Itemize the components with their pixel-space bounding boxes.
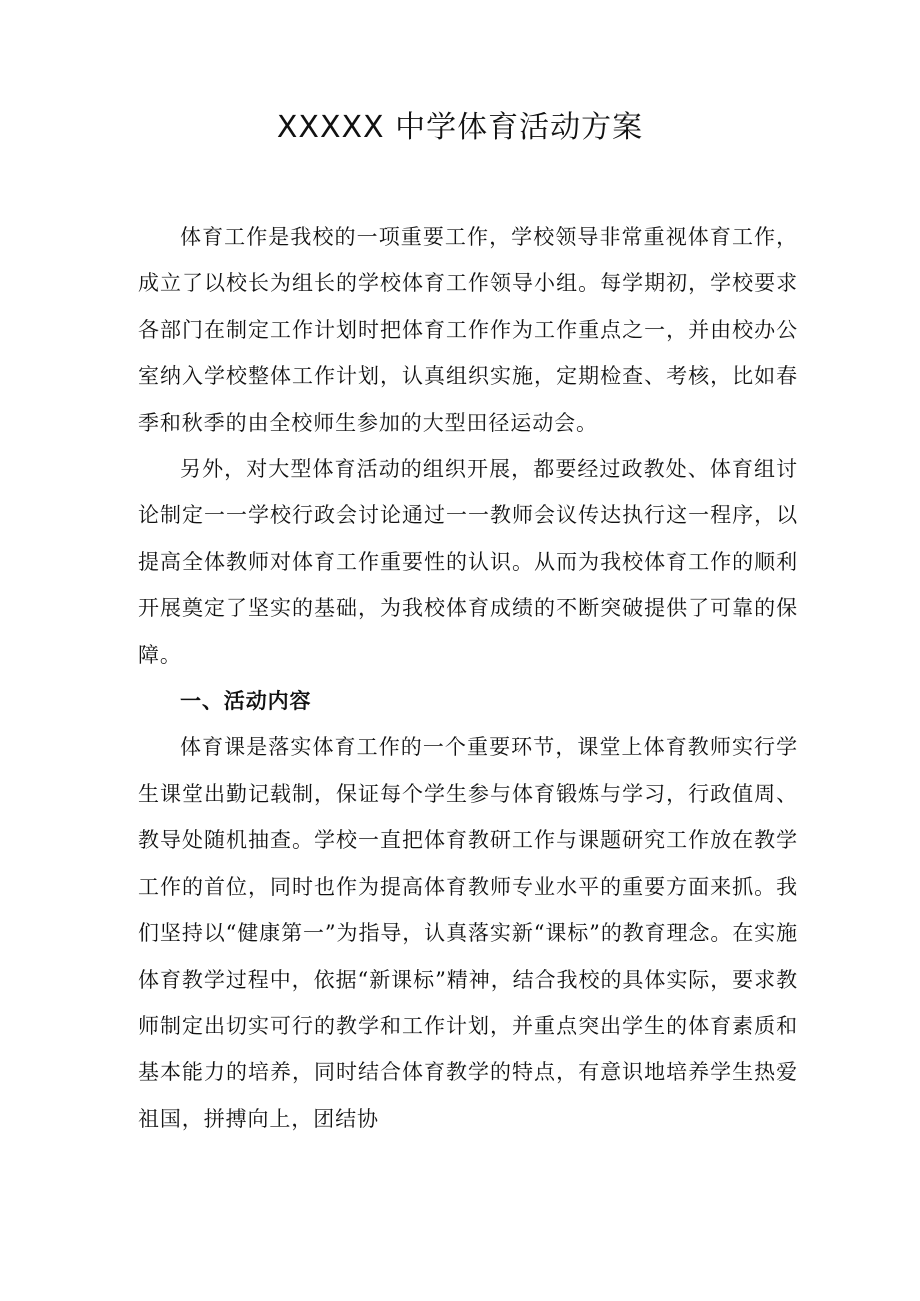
section-1-paragraph: 体育课是落实体育工作的一个重要环节，课堂上体育教师实行学生课堂出勤记载制，保证每个学生参与体育锻炼与学习，行政值周、教导处随机抽查。学校一直把体育教研工作与课题研究工作放在教学工作的首位，同时也作为提高体育教师专业水平的重要方面来抓。我们坚持以“健康第一”为指导，认真落实新“课标”的教育理念。在实施体育教学过程中，依据“新课标”精神，结合我校的具体实际，要求教师制定出切实可行的教学和工作计划，并重点突出学生的体育素质和基本能力的培养，同时结合体育教学的特点，有意识地培养学生热爱祖国，拼搏向上，团结协	[138, 735, 798, 1131]
document-body	[138, 214, 798, 1142]
intro-paragraph: 体育工作是我校的一项重要工作，学校领导非常重视体育工作，成立了以校长为组长的学校体育工作领导小组。每学期初，学校要求各部门在制定工作计划时把体育工作作为工作重点之一，并由校办公室纳入学校整体工作计划，认真组织实施，定期检查、考核，比如春季和秋季的由全校师生参加的大型田径运动会。	[138, 225, 798, 435]
document-title: XXXXX 中学体育活动方案	[276, 110, 644, 145]
second-paragraph: 另外，对大型体育活动的组织开展，都要经过政教处、体育组讨论制定一一学校行政会讨论通过一一教师会议传达执行这一程序，以提高全体教师对体育工作重要性的认识。从而为我校体育工作的顺利开展奠定了坚实的基础，为我校体育成绩的不断突破提供了可靠的保障。	[138, 457, 798, 667]
section-heading-activity-content: 一、活动内容	[180, 689, 312, 714]
